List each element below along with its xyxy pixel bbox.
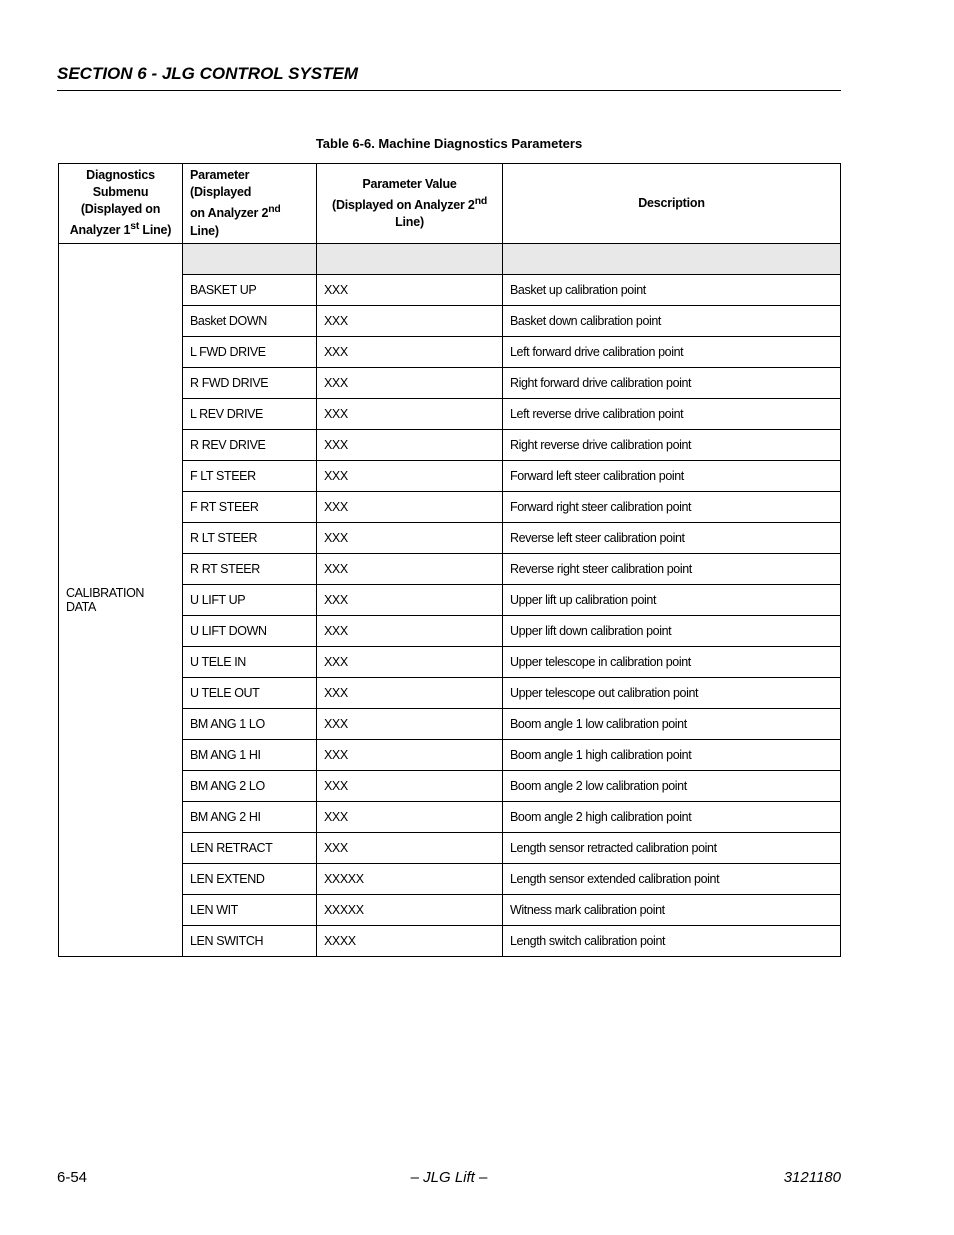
parameter-cell: R LT STEER: [183, 523, 317, 554]
value-cell: XXX: [317, 430, 503, 461]
description-cell: Right forward drive calibration point: [503, 368, 841, 399]
table-row: [59, 244, 841, 275]
description-cell: Boom angle 2 high calibration point: [503, 802, 841, 833]
value-cell: XXX: [317, 337, 503, 368]
description-cell: Upper telescope out calibration point: [503, 678, 841, 709]
description-cell: Right reverse drive calibration point: [503, 430, 841, 461]
value-cell: XXXX: [317, 926, 503, 957]
description-cell: Reverse left steer calibration point: [503, 523, 841, 554]
value-cell: XXXXX: [317, 895, 503, 926]
parameter-cell: Basket DOWN: [183, 306, 317, 337]
value-cell: XXX: [317, 461, 503, 492]
parameter-cell: F LT STEER: [183, 461, 317, 492]
table-body: [59, 244, 841, 957]
col-header-description: Description: [503, 164, 841, 244]
value-cell: XXX: [317, 523, 503, 554]
col-header-submenu: Diagnostics Submenu (Displayed on Analyzer 1st Line): [59, 164, 183, 244]
parameter-cell: LEN SWITCH: [183, 926, 317, 957]
value-cell: XXXXX: [317, 864, 503, 895]
parameter-cell: LEN EXTEND: [183, 864, 317, 895]
description-cell: Length sensor extended calibration point: [503, 864, 841, 895]
parameter-cell: U LIFT DOWN: [183, 616, 317, 647]
description-cell: Basket down calibration point: [503, 306, 841, 337]
parameter-cell: BASKET UP: [183, 275, 317, 306]
value-cell: XXX: [317, 492, 503, 523]
section-title: SECTION 6 - JLG CONTROL SYSTEM: [57, 64, 841, 91]
description-cell: Boom angle 2 low calibration point: [503, 771, 841, 802]
parameter-cell: U TELE IN: [183, 647, 317, 678]
page-number: 6-54: [57, 1169, 88, 1186]
value-cell: XXX: [317, 554, 503, 585]
description-cell: Basket up calibration point: [503, 275, 841, 306]
parameter-cell: F RT STEER: [183, 492, 317, 523]
parameter-cell: R REV DRIVE: [183, 430, 317, 461]
description-cell: Reverse right steer calibration point: [503, 554, 841, 585]
value-cell: XXX: [317, 802, 503, 833]
doc-number: 3121180: [783, 1169, 841, 1186]
value-cell: XXX: [317, 771, 503, 802]
description-cell: Forward right steer calibration point: [503, 492, 841, 523]
footer-center: – JLG Lift –: [410, 1169, 488, 1186]
table-cell: [317, 244, 503, 275]
value-cell: XXX: [317, 833, 503, 864]
description-cell: Upper lift down calibration point: [503, 616, 841, 647]
description-cell: Forward left steer calibration point: [503, 461, 841, 492]
parameter-cell: R RT STEER: [183, 554, 317, 585]
value-cell: XXX: [317, 368, 503, 399]
value-cell: XXX: [317, 275, 503, 306]
table-cell: [183, 244, 317, 275]
description-cell: Length sensor retracted calibration point: [503, 833, 841, 864]
description-cell: Left forward drive calibration point: [503, 337, 841, 368]
description-cell: Witness mark calibration point: [503, 895, 841, 926]
description-cell: Upper lift up calibration point: [503, 585, 841, 616]
table-header-row: [59, 164, 841, 244]
parameter-cell: BM ANG 1 HI: [183, 740, 317, 771]
description-cell: Left reverse drive calibration point: [503, 399, 841, 430]
value-cell: XXX: [317, 740, 503, 771]
col-header-value: Parameter Value (Displayed on Analyzer 2nd Line): [317, 164, 503, 244]
value-cell: XXX: [317, 616, 503, 647]
parameter-cell: L FWD DRIVE: [183, 337, 317, 368]
diagnostics-table: [58, 163, 841, 957]
value-cell: XXX: [317, 306, 503, 337]
parameter-cell: BM ANG 2 HI: [183, 802, 317, 833]
submenu-cell: CALIBRATION DATA: [59, 244, 183, 957]
description-cell: Boom angle 1 high calibration point: [503, 740, 841, 771]
parameter-cell: U TELE OUT: [183, 678, 317, 709]
value-cell: XXX: [317, 585, 503, 616]
table-title: Table 6-6. Machine Diagnostics Parameters: [315, 136, 583, 151]
value-cell: XXX: [317, 399, 503, 430]
table-cell: [503, 244, 841, 275]
value-cell: XXX: [317, 709, 503, 740]
parameter-cell: U LIFT UP: [183, 585, 317, 616]
value-cell: XXX: [317, 647, 503, 678]
description-cell: Upper telescope in calibration point: [503, 647, 841, 678]
parameter-cell: LEN WIT: [183, 895, 317, 926]
parameter-cell: LEN RETRACT: [183, 833, 317, 864]
parameter-cell: BM ANG 1 LO: [183, 709, 317, 740]
description-cell: Boom angle 1 low calibration point: [503, 709, 841, 740]
parameter-cell: BM ANG 2 LO: [183, 771, 317, 802]
description-cell: Length switch calibration point: [503, 926, 841, 957]
parameter-cell: L REV DRIVE: [183, 399, 317, 430]
parameter-cell: R FWD DRIVE: [183, 368, 317, 399]
col-header-parameter: Parameter (Displayed on Analyzer 2nd Line): [183, 164, 317, 244]
value-cell: XXX: [317, 678, 503, 709]
